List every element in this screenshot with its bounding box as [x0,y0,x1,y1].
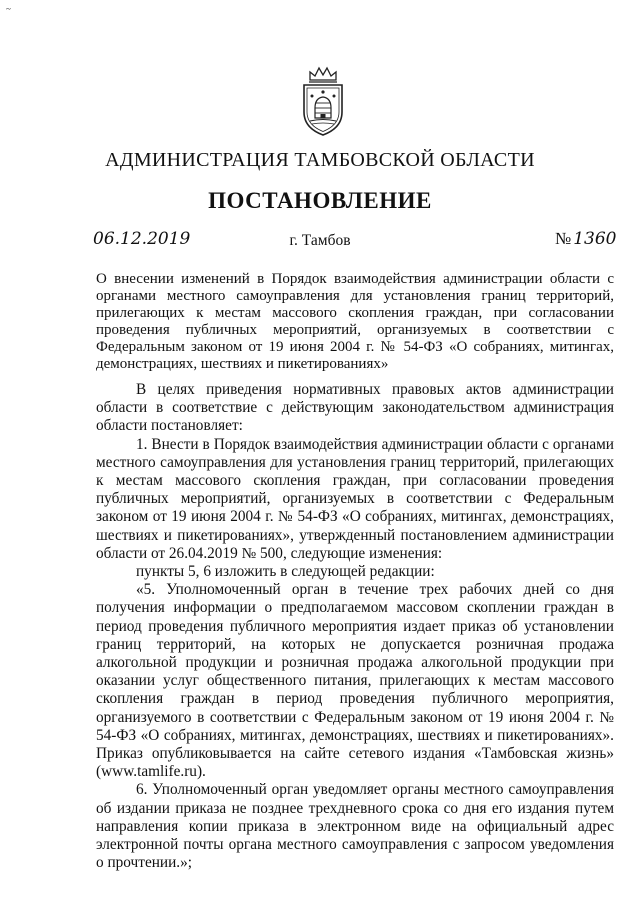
organization-name: АДМИНИСТРАЦИЯ ТАМБОВСКОЙ ОБЛАСТИ [105,149,535,171]
point-5-paragraph: «5. Уполномоченный орган в течение трех рабочих дней со дня получения информации о предполагаемом массовом скоплении граждан в период проведения публичного мероприятия издает приказ об установлении границ территорий, на которых не допускается розничная продажа алкогольной продукции и розничная продажа алкогольной продукции при оказании услуг общественного питания, прилегающих к местам массового скопления граждан в период проведения публичного мероприятия, организуемого в соответствии с Федеральным законом от 19 июня 2004 г. № 54-ФЗ «О собраниях, митингах, демонстрациях, шествиях и пикетированиях». Приказ опубликовывается на сайте сетевого издания «Тамбовская жизнь» (www.tamlife.ru). [96,581,614,781]
intro-paragraph: В целях приведения нормативных правовых актов администрации области в соответствие с действующим законодательством администрация области постановляет: [96,381,614,435]
corner-mark: ~ [6,4,11,14]
document-body [96,381,614,872]
document-city: г. Тамбов [289,232,351,249]
document-number [555,229,617,249]
number-label: № [555,229,572,248]
number-value: 1360 [573,229,617,249]
document-date: 06.12.2019 [93,229,191,249]
document-type: ПОСТАНОВЛЕНИЕ [208,188,432,213]
point-6-paragraph: 6. Уполномоченный орган уведомляет органы местного самоуправления об издании приказа не позднее трехдневного срока со дня его издания путем направления копии приказа в электронном виде на официальный адрес электронной почты органа местного самоуправления с запросом уведомления о прочтении.»; [96,781,614,872]
tambov-coat-of-arms-icon [296,66,350,138]
document-subject: О внесении изменений в Порядок взаимодействия администрации области с органами местного самоуправления для установления границ территорий, прилегающих к местам массового скопления граждан, при согласовании проведения публичных мероприятий, организуемых в соответствии с Федеральным законом от 19 июня 2004 г. № 54-ФЗ «О собраниях, митингах, демонстрациях, шествиях и пикетированиях» [96,271,614,372]
item-1-paragraph: 1. Внести в Порядок взаимодействия администрации области с органами местного самоуправления для установления границ территорий, прилегающих к местам массового скопления граждан, при согласовании проведения публичных мероприятий, организуемых в соответствии с Федеральным законом от 19 июня 2004 г. № 54-ФЗ «О собраниях, митингах, демонстрациях, шествиях и пикетированиях», утвержденный постановлением администрации области от 26.04.2019 № 500, следующие изменения: [96,435,614,562]
item-1-sub-paragraph: пункты 5, 6 изложить в следующей редакции: [136,563,435,581]
